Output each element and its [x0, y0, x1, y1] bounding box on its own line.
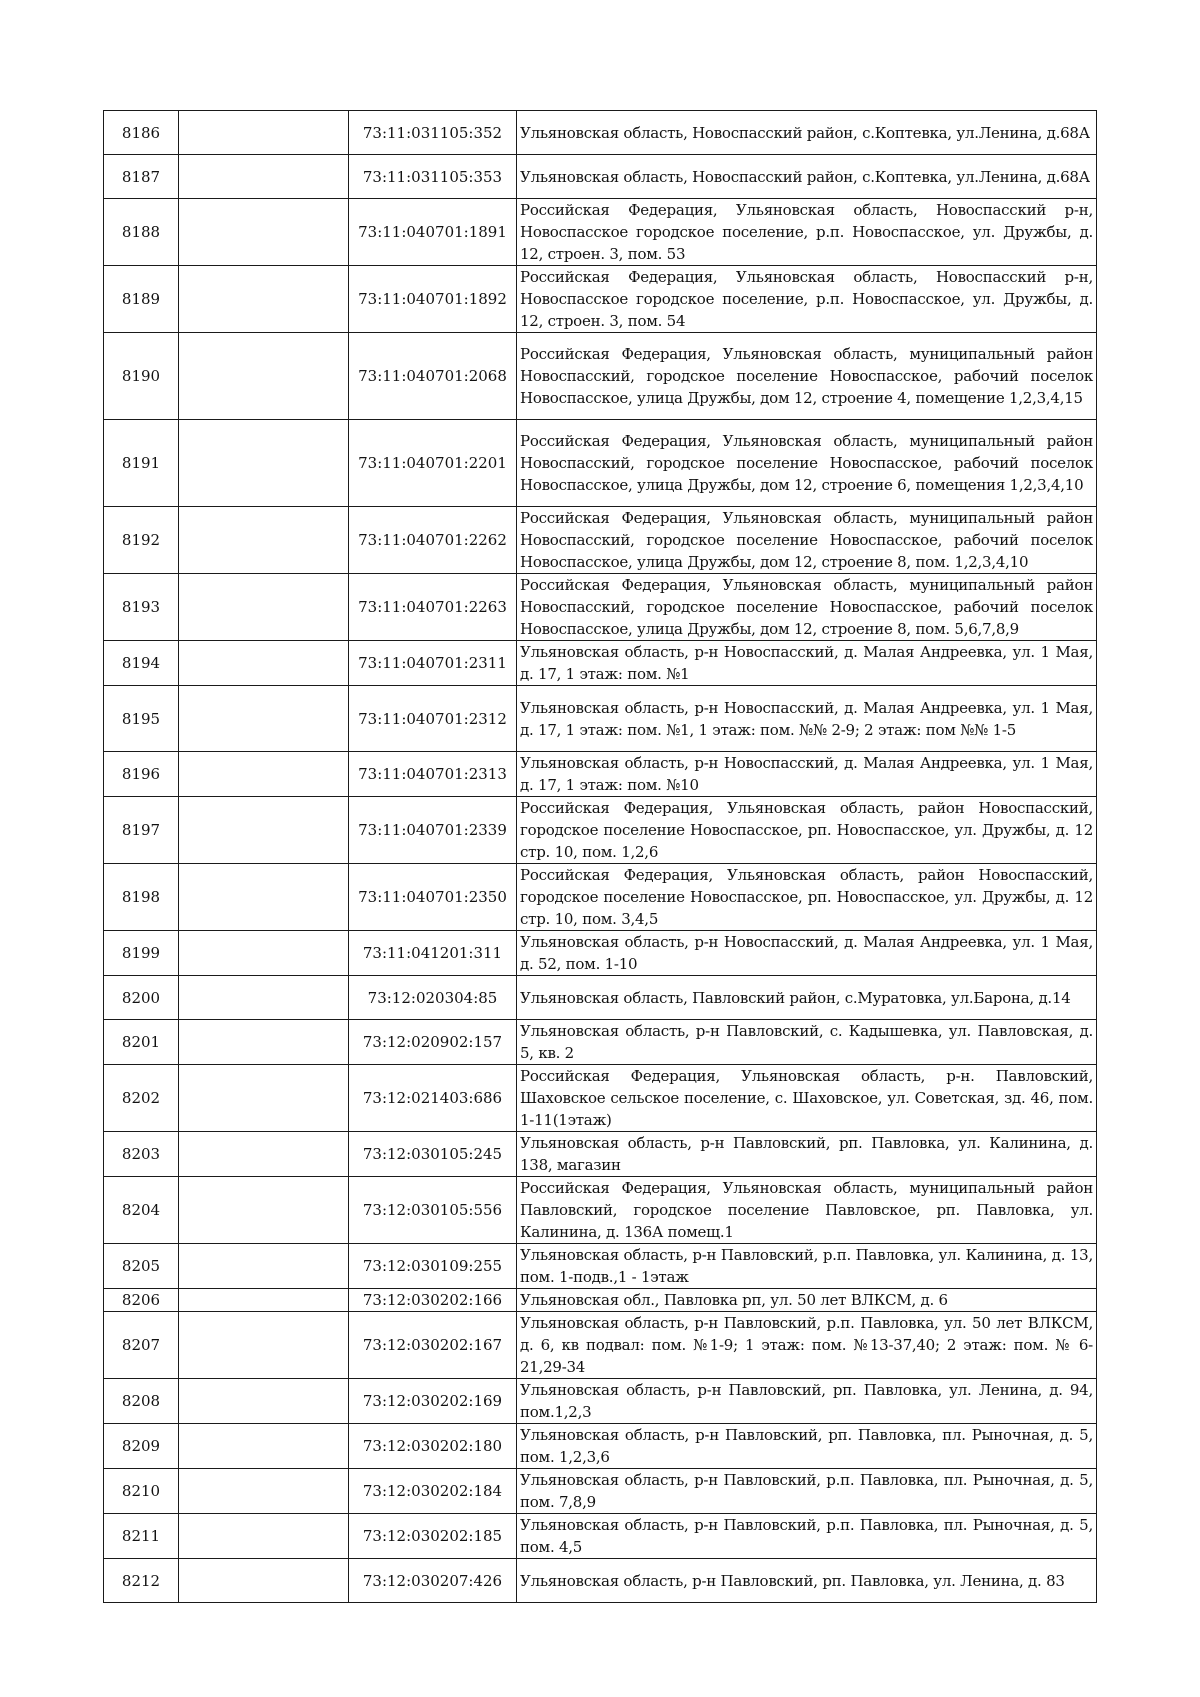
address: Российская Федерация, Ульяновская область, муниципальный район Павловский, городское поселение Павловское, рп. Павловка, ул. Калинина, д. 136А помещ.1: [517, 1177, 1097, 1244]
address: Российская Федерация, Ульяновская область, р-н. Павловский, Шаховское сельское поселение, с. Шаховское, ул. Советская, зд. 46, пом. 1-11(1этаж): [517, 1065, 1097, 1132]
row-number: 8199: [104, 931, 179, 976]
address: Ульяновская область, р-н Павловский, рп. Павловка, ул. Ленина, д. 83: [517, 1559, 1097, 1603]
cadastral-number: 73:12:030202:180: [349, 1424, 517, 1469]
cadastral-number: 73:12:030109:255: [349, 1244, 517, 1289]
cadastral-number: 73:12:030105:245: [349, 1132, 517, 1177]
empty-cell: [179, 199, 349, 266]
empty-cell: [179, 1244, 349, 1289]
empty-cell: [179, 1289, 349, 1312]
address: Ульяновская область, р-н Новоспасский, д. Малая Андреевка, ул. 1 Мая, д. 17, 1 этаж: пом. №1: [517, 641, 1097, 686]
table-row: [104, 111, 1097, 155]
row-number: 8198: [104, 864, 179, 931]
empty-cell: [179, 1020, 349, 1065]
address: Ульяновская область, р-н Павловский, р.п. Павловка, ул. 50 лет ВЛКСМ, д. 6, кв подвал: пом. №1-9; 1 этаж: пом. №13-37,40; 2 этаж: пом. № 6-21,29-34: [517, 1312, 1097, 1379]
cadastral-number: 73:11:040701:2263: [349, 574, 517, 641]
cadastral-number: 73:11:040701:2312: [349, 686, 517, 752]
cadastral-number: 73:12:030202:184: [349, 1469, 517, 1514]
address: Ульяновская область, Новоспасский район, с.Коптевка, ул.Ленина, д.68А: [517, 111, 1097, 155]
empty-cell: [179, 266, 349, 333]
empty-cell: [179, 752, 349, 797]
address: Ульяновская область, р-н Павловский, с. Кадышевка, ул. Павловская, д. 5, кв. 2: [517, 1020, 1097, 1065]
cadastral-number: 73:11:040701:2262: [349, 507, 517, 574]
table-row: [104, 1065, 1097, 1132]
address: Ульяновская область, р-н Новоспасский, д. Малая Андреевка, ул. 1 Мая, д. 52, пом. 1-10: [517, 931, 1097, 976]
row-number: 8192: [104, 507, 179, 574]
empty-cell: [179, 420, 349, 507]
cadastral-number: 73:12:030202:185: [349, 1514, 517, 1559]
empty-cell: [179, 1065, 349, 1132]
row-number: 8195: [104, 686, 179, 752]
cadastral-number: 73:11:041201:311: [349, 931, 517, 976]
cadastral-number: 73:11:040701:2068: [349, 333, 517, 420]
address: Ульяновская область, р-н Павловский, рп. Павловка, пл. Рыночная, д. 5, пом. 1,2,3,6: [517, 1424, 1097, 1469]
cadastral-number: 73:11:040701:2313: [349, 752, 517, 797]
cadastral-number: 73:12:030207:426: [349, 1559, 517, 1603]
empty-cell: [179, 864, 349, 931]
table-row: [104, 641, 1097, 686]
row-number: 8194: [104, 641, 179, 686]
row-number: 8196: [104, 752, 179, 797]
row-number: 8186: [104, 111, 179, 155]
table-row: [104, 420, 1097, 507]
table-row: [104, 507, 1097, 574]
empty-cell: [179, 333, 349, 420]
empty-cell: [179, 1469, 349, 1514]
address: Ульяновская область, р-н Павловский, рп. Павловка, ул. Ленина, д. 94, пом.1,2,3: [517, 1379, 1097, 1424]
row-number: 8206: [104, 1289, 179, 1312]
address: Российская Федерация, Ульяновская область, Новоспасский р-н, Новоспасское городское поселение, р.п. Новоспасское, ул. Дружбы, д. 12, строен. 3, пом. 54: [517, 266, 1097, 333]
table-row: [104, 1289, 1097, 1312]
cadastral-number: 73:11:031105:352: [349, 111, 517, 155]
table-row: [104, 752, 1097, 797]
table-row: [104, 333, 1097, 420]
row-number: 8189: [104, 266, 179, 333]
address: Ульяновская обл., Павловка рп, ул. 50 лет ВЛКСМ, д. 6: [517, 1289, 1097, 1312]
row-number: 8210: [104, 1469, 179, 1514]
address: Российская Федерация, Ульяновская область, муниципальный район Новоспасский, городское поселение Новоспасское, рабочий поселок Новоспасское, улица Дружбы, дом 12, строение 8, пом. 5,6,7,8,9: [517, 574, 1097, 641]
row-number: 8207: [104, 1312, 179, 1379]
row-number: 8204: [104, 1177, 179, 1244]
address: Ульяновская область, Новоспасский район, с.Коптевка, ул.Ленина, д.68А: [517, 155, 1097, 199]
cadastral-number: 73:12:020304:85: [349, 976, 517, 1020]
table-row: [104, 1177, 1097, 1244]
cadastral-number: 73:12:030202:169: [349, 1379, 517, 1424]
cadastral-number: 73:12:021403:686: [349, 1065, 517, 1132]
empty-cell: [179, 155, 349, 199]
row-number: 8187: [104, 155, 179, 199]
address: Российская Федерация, Ульяновская область, район Новоспасский, городское поселение Новоспасское, рп. Новоспасское, ул. Дружбы, д. 12 стр. 10, пом. 1,2,6: [517, 797, 1097, 864]
table-row: [104, 931, 1097, 976]
table-row: [104, 1244, 1097, 1289]
address: Российская Федерация, Ульяновская область, муниципальный район Новоспасский, городское поселение Новоспасское, рабочий поселок Новоспасское, улица Дружбы, дом 12, строение 4, помещение 1,2,3,4,15: [517, 333, 1097, 420]
table-row: [104, 1379, 1097, 1424]
table-row: [104, 864, 1097, 931]
cadastral-number: 73:12:030202:166: [349, 1289, 517, 1312]
address: Ульяновская область, Павловский район, с.Муратовка, ул.Барона, д.14: [517, 976, 1097, 1020]
table-row: [104, 1514, 1097, 1559]
row-number: 8191: [104, 420, 179, 507]
row-number: 8208: [104, 1379, 179, 1424]
row-number: 8209: [104, 1424, 179, 1469]
empty-cell: [179, 641, 349, 686]
table-body: [104, 111, 1097, 1603]
empty-cell: [179, 1559, 349, 1603]
address: Российская Федерация, Ульяновская область, муниципальный район Новоспасский, городское поселение Новоспасское, рабочий поселок Новоспасское, улица Дружбы, дом 12, строение 8, пом. 1,2,3,4,10: [517, 507, 1097, 574]
row-number: 8211: [104, 1514, 179, 1559]
table-row: [104, 199, 1097, 266]
address: Ульяновская область, р-н Новоспасский, д. Малая Андреевка, ул. 1 Мая, д. 17, 1 этаж: пом. №1, 1 этаж: пом. №№ 2-9; 2 этаж: пом №№ 1-5: [517, 686, 1097, 752]
table-row: [104, 797, 1097, 864]
table-row: [104, 1424, 1097, 1469]
row-number: 8197: [104, 797, 179, 864]
cadastral-number: 73:11:040701:2311: [349, 641, 517, 686]
empty-cell: [179, 1312, 349, 1379]
address: Ульяновская область, р-н Павловский, р.п. Павловка, пл. Рыночная, д. 5, пом. 4,5: [517, 1514, 1097, 1559]
table-row: [104, 1559, 1097, 1603]
row-number: 8188: [104, 199, 179, 266]
address: Российская Федерация, Ульяновская область, Новоспасский р-н, Новоспасское городское поселение, р.п. Новоспасское, ул. Дружбы, д. 12, строен. 3, пом. 53: [517, 199, 1097, 266]
empty-cell: [179, 931, 349, 976]
empty-cell: [179, 1379, 349, 1424]
empty-cell: [179, 1177, 349, 1244]
empty-cell: [179, 507, 349, 574]
cadastral-number: 73:11:031105:353: [349, 155, 517, 199]
table-row: [104, 1312, 1097, 1379]
row-number: 8202: [104, 1065, 179, 1132]
cadastral-number: 73:11:040701:2350: [349, 864, 517, 931]
row-number: 8205: [104, 1244, 179, 1289]
row-number: 8200: [104, 976, 179, 1020]
row-number: 8203: [104, 1132, 179, 1177]
cadastral-number: 73:11:040701:2339: [349, 797, 517, 864]
cadastral-number: 73:11:040701:1891: [349, 199, 517, 266]
table-row: [104, 686, 1097, 752]
address: Ульяновская область, р-н Павловский, р.п. Павловка, пл. Рыночная, д. 5, пом. 7,8,9: [517, 1469, 1097, 1514]
empty-cell: [179, 797, 349, 864]
row-number: 8193: [104, 574, 179, 641]
table-row: [104, 1469, 1097, 1514]
cadastral-number: 73:12:020902:157: [349, 1020, 517, 1065]
table-row: [104, 976, 1097, 1020]
cadastral-number: 73:11:040701:1892: [349, 266, 517, 333]
empty-cell: [179, 574, 349, 641]
address: Российская Федерация, Ульяновская область, район Новоспасский, городское поселение Новоспасское, рп. Новоспасское, ул. Дружбы, д. 12 стр. 10, пом. 3,4,5: [517, 864, 1097, 931]
empty-cell: [179, 976, 349, 1020]
table-row: [104, 1020, 1097, 1065]
cadastral-number: 73:12:030105:556: [349, 1177, 517, 1244]
table-row: [104, 266, 1097, 333]
address: Ульяновская область, р-н Павловский, рп. Павловка, ул. Калинина, д. 138, магазин: [517, 1132, 1097, 1177]
row-number: 8212: [104, 1559, 179, 1603]
cadastral-number: 73:12:030202:167: [349, 1312, 517, 1379]
empty-cell: [179, 111, 349, 155]
row-number: 8201: [104, 1020, 179, 1065]
empty-cell: [179, 1514, 349, 1559]
empty-cell: [179, 1424, 349, 1469]
empty-cell: [179, 1132, 349, 1177]
property-registry-table: [103, 110, 1097, 1603]
address: Российская Федерация, Ульяновская область, муниципальный район Новоспасский, городское поселение Новоспасское, рабочий поселок Новоспасское, улица Дружбы, дом 12, строение 6, помещения 1,2,3,4,10: [517, 420, 1097, 507]
table-row: [104, 1132, 1097, 1177]
row-number: 8190: [104, 333, 179, 420]
table-row: [104, 574, 1097, 641]
address: Ульяновская область, р-н Павловский, р.п. Павловка, ул. Калинина, д. 13, пом. 1-подв.,1 - 1этаж: [517, 1244, 1097, 1289]
empty-cell: [179, 686, 349, 752]
table-row: [104, 155, 1097, 199]
cadastral-number: 73:11:040701:2201: [349, 420, 517, 507]
address: Ульяновская область, р-н Новоспасский, д. Малая Андреевка, ул. 1 Мая, д. 17, 1 этаж: пом. №10: [517, 752, 1097, 797]
